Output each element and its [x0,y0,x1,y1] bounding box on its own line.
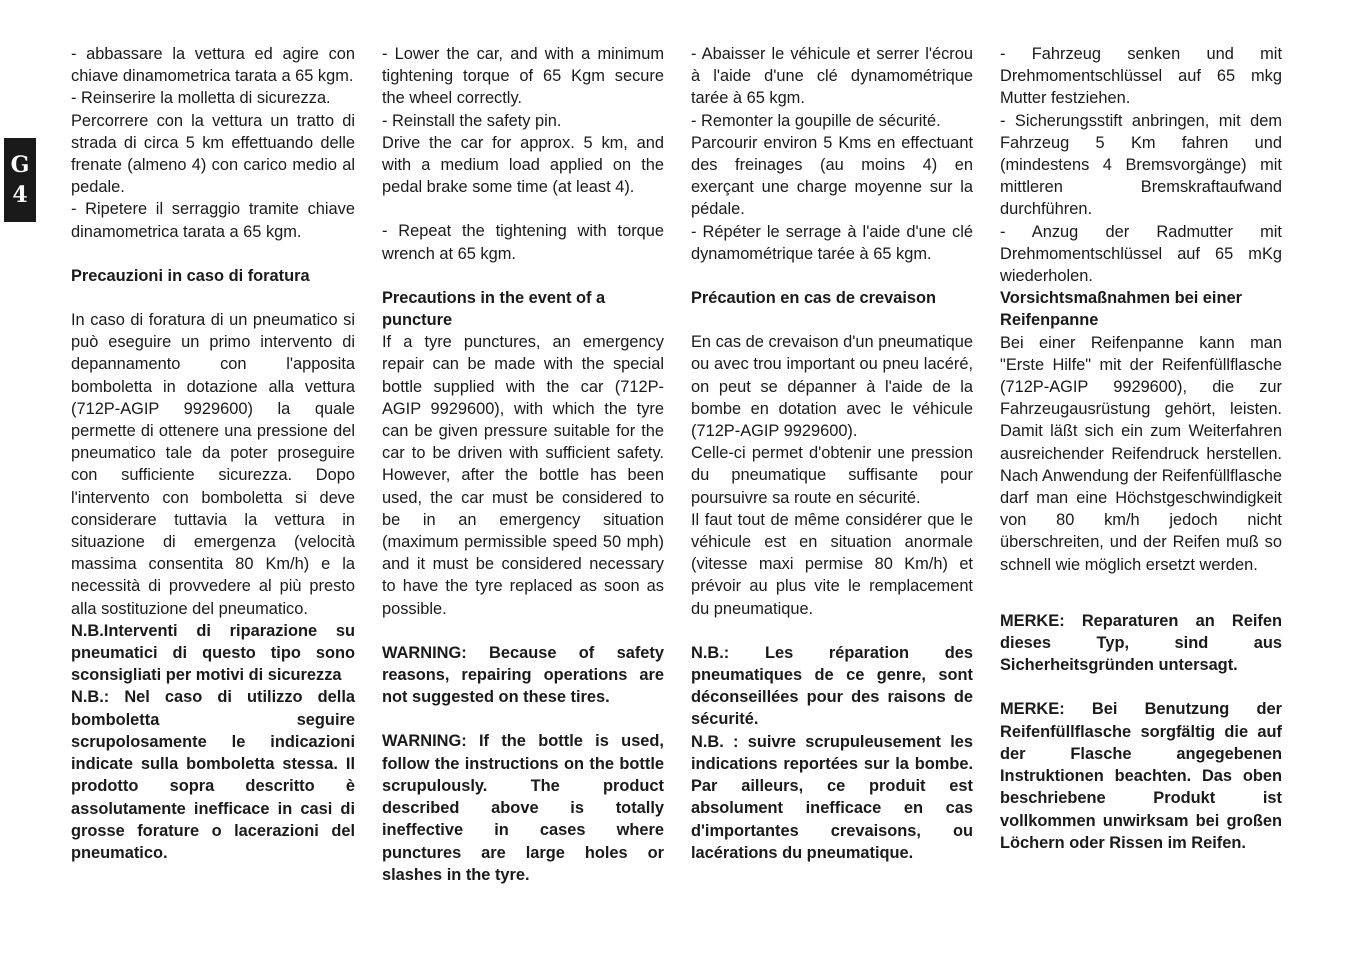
de-step-lower: - Fahrzeug senken und mit Drehmomentschlüssel auf 65 mkg Mutter festziehen. [1000,45,1282,108]
it-step-pin: - Reinserire la molletta di sicurezza. [71,89,331,108]
section-tab [4,138,36,222]
fr-note-repair: N.B.: Les réparation des pneumatiques de ce genre, sont déconseillées pour des raisons de sécurité. [691,643,973,729]
de-body: Bei einer Reifenpanne kann man "Erste Hilfe" mit der Reifenfüllflasche (712P-AGIP 9929600), die zur Fahrzeugausrüstung gehört, leisten. Damit läßt sich ein zum Weiterfahren ausreichender Reifendruck herstellen. Nach Anwendung der Reifenfüllflasche darf man eine Höchstgeschwindigkeit von 80 km/h jedoch nicht überschreiten, und der Reifen muß so schnell wie möglich ersetzt werden. [1000,333,1282,574]
french-column [691,43,973,864]
italian-column [71,43,355,864]
fr-body-3: Il faut tout de même considérer que le véhicule est en situation anormale (vitesse maxi permise 80 Km/h) et prévoir au plus vite le remplacement du pneumatique. [691,510,973,618]
it-step-repeat: - Ripetere il serraggio tramite chiave dinamometrica tarata a 65 kgm. [71,200,355,241]
section-tab-number: 4 [12,182,28,208]
en-step-repeat: - Repeat the tightening with torque wrench at 65 kgm. [382,222,664,263]
de-note-repair: MERKE: Reparaturen an Reifen dieses Typ, sind aus Sicherheitsgründen untersagt. [1000,611,1282,675]
german-column [1000,43,1282,854]
fr-step-lower: - Abaisser le véhicule et serrer l'écrou à l'aide d'une clé dynamométrique tarée à 65 kgm. [691,45,973,108]
fr-step-repeat: - Répéter le serrage à l'aide d'une clé dynamométrique tarée à 65 kgm. [691,222,973,263]
fr-step-pin: - Remonter la goupille de sécurité. [691,111,941,130]
it-body: In caso di foratura di un pneumatico si può eseguire un primo intervento di depannamento con l'apposita bomboletta in dotazione alla vettura (712P-AGIP 9929600) la quale permette di ottenere una pressione del pneumatico tale da poter proseguire con sufficiente sicurezza. Dopo l'intervento con bomboletta si deve considerare tuttavia la vettura in situazione di emergenza (velocità massima consentita 80 Km/h) e la necessità di provvedere al più presto alla sostituzione del pneumatico. [71,311,355,618]
en-warning-repair: WARNING: Because of safety reasons, repairing operations are not suggested on these tires. [382,643,664,707]
it-step-lower: - abbassare la vettura ed agire con chiave dinamometrica tarata a 65 kgm. [71,45,355,86]
en-step-drive: Drive the car for approx. 5 km, and with a medium load applied on the pedal brake some time (at least 4). [382,133,664,197]
fr-body-1: En cas de crevaison d'un pneumatique ou avec trou important ou pneu lacéré, on peut se dépanner à l'aide de la bombe en dotation avec le véhicule (712P-AGIP 9929600). [691,333,973,441]
fr-step-drive: Parcourir environ 5 Kms en effectuant des freinages (au moins 4) en exerçant une charge moyenne sur la pédale. [691,133,973,219]
section-tab-letter: G [10,152,30,178]
en-warning-bottle: WARNING: If the bottle is used, follow the instructions on the bottle scrupulously. The product described above is totally ineffective in cases where punctures are large holes or slashes in the tyre. [382,732,664,884]
it-heading: Precauzioni in caso di foratura [71,266,310,285]
fr-heading: Précaution en cas de crevaison [691,289,937,308]
it-note-repair: N.B.Interventi di riparazione su pneumatici di questo tipo sono sconsigliati per motivi di sicurezza [71,621,355,685]
fr-note-bottle: N.B. : suivre scrupuleusement les indications reportées sur la bombe. Par ailleurs, ce produit est absolument inefficace en cas d'importantes crevaisons, ou lacérations du pneumatique. [691,732,973,862]
it-step-drive: Percorrere con la vettura un tratto di strada di circa 5 km effettuando delle frenate (almeno 4) con carico medio al pedale. [71,111,355,197]
en-step-lower: - Lower the car, and with a minimum tightening torque of 65 Kgm secure the wheel correctly. [382,45,664,108]
en-step-pin: - Reinstall the safety pin. [382,111,562,130]
de-note-bottle: MERKE: Bei Benutzung der Reifenfüllflasche sorgfältig die auf der Flasche angegebenen Instruktionen beachten. Das oben beschriebene Produkt ist vollkommen unwirksam bei großen Löchern oder Rissen im Reifen. [1000,700,1282,852]
english-column [382,43,664,886]
en-body: If a tyre punctures, an emergency repair can be made with the special bottle supplied with the car (712P-AGIP 9929600), with which the tyre can be given pressure suitable for the car to be driven with sufficient safety. However, after the bottle has been used, the car must be considered to be in an emergency situation (maximum permissible speed 50 mph) and it must be considered necessary to have the tyre replaced as soon as possible. [382,333,664,618]
en-heading: Precautions in the event of a puncture [382,288,606,330]
fr-body-2: Celle-ci permet d'obtenir une pression du pneumatique suffisante pour poursuivre sa route en sécurité. [691,444,973,507]
de-step-pin-drive: - Sicherungsstift anbringen, mit dem Fahrzeug 5 Km fahren und (mindestens 4 Bremsvorgänge) mit mittleren Bremskraftaufwand durchführen. [1000,111,1282,219]
de-step-repeat: - Anzug der Radmutter mit Drehmomentschlüssel auf 65 mKg wiederholen. [1000,222,1282,286]
de-heading: Vorsichtsmaßnahmen bei einer Reifenpanne [1000,289,1242,330]
it-note-bottle: N.B.: Nel caso di utilizzo della bomboletta seguire scrupolosamente le indicazioni indicate sulla bomboletta stessa. Il prodotto sopra descritto è assolutamente inefficace in casi di grosse forature o lacerazioni del pneumatico. [71,688,355,862]
